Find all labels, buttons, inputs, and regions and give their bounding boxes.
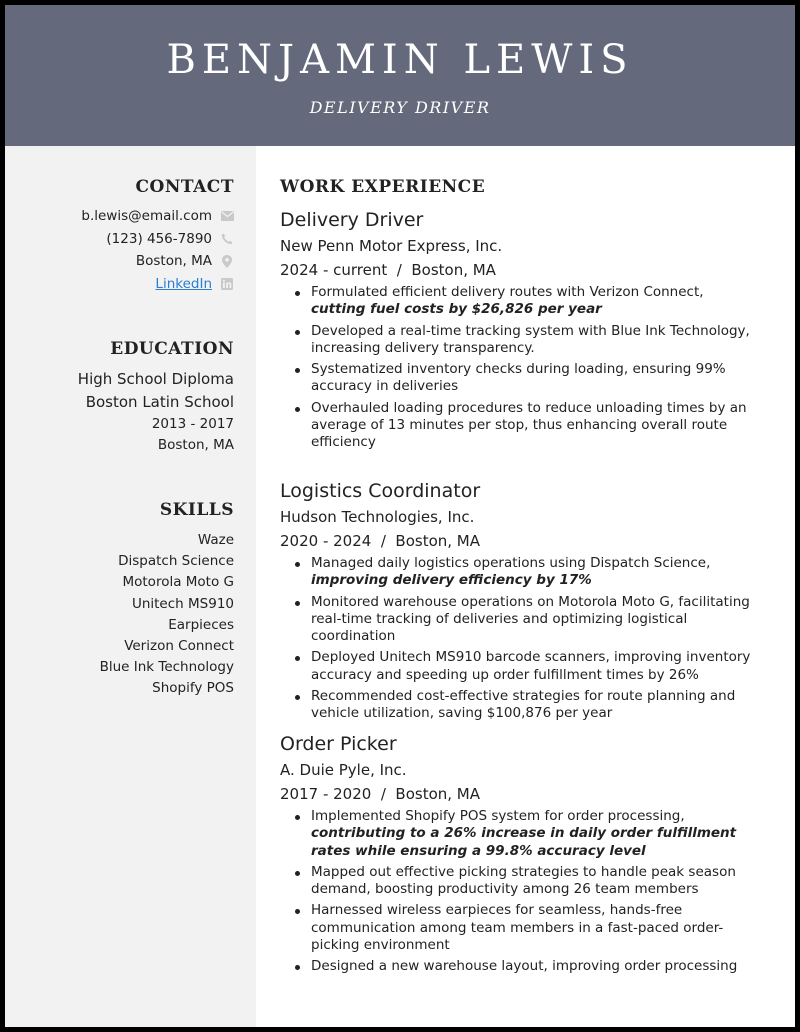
linkedin-link[interactable]: LinkedIn [155,275,212,292]
skill-item: Blue Ink Technology [99,659,234,676]
contact-phone-row [14,228,234,251]
job-bullet: Developed a real-time tracking system with Blue Ink Technology, increasing delivery transparency. [280,323,770,358]
job-bullet: Recommended cost-effective strategies for route planning and vehicle utilization, saving $100,876 per year [280,688,770,723]
job-bullet: Managed daily logistics operations using Dispatch Science, improving delivery efficiency by 17% [280,555,770,590]
job-title: Order Picker [280,733,397,755]
contact-linkedin-row [14,273,234,296]
contact-section [14,177,234,295]
education-years: 2013 - 2017 [151,416,234,432]
job-bullet: Harnessed wireless earpieces for seamless, hands-free communication among team members in a fast-paced order-picking environment [280,902,770,954]
sidebar [5,146,256,1027]
candidate-name: BENJAMIN LEWIS [166,37,634,83]
job-bullet: Monitored warehouse operations on Motorola Moto G, facilitating real-time tracking of deliveries and optimizing logistical coordination [280,594,770,646]
job-bullet: Overhauled loading procedures to reduce unloading times by an average of 13 minutes per stop, thus enhancing overall route efficiency [280,400,770,452]
job-bullet: Systematized inventory checks during loading, ensuring 99% accuracy in deliveries [280,361,770,396]
job-bullet: Designed a new warehouse layout, improving order processing [280,958,770,975]
resume-header [5,5,795,146]
envelope-icon [220,209,234,223]
education-school: Boston Latin School [85,393,234,411]
resume-page [5,5,795,1027]
skill-item: Waze [197,532,234,548]
job-bullet: Formulated efficient delivery routes with Verizon Connect, cutting fuel costs by $26,826 per year [280,284,770,319]
job-dates-location: 2020 - 2024 / Boston, MA [280,532,481,550]
skill-item: Verizon Connect [124,638,234,655]
contact-email: b.lewis@email.com [81,208,212,224]
job-title: Delivery Driver [280,209,424,231]
contact-heading: CONTACT [135,177,234,197]
contact-email-row [14,205,234,228]
skill-item: Dispatch Science [118,553,234,570]
job-entry [280,732,770,980]
job-dates-location: 2017 - 2020 / Boston, MA [280,785,481,803]
job-bullet: Implemented Shopify POS system for order processing, contributing to a 26% increase in daily order fulfillment rates while ensuring a 99.8% accuracy level [280,808,770,860]
education-location: Boston, MA [157,437,234,453]
job-title: Logistics Coordinator [280,480,481,502]
phone-icon [220,232,234,246]
education-degree: High School Diploma [77,370,234,388]
job-bullets [280,555,770,723]
skill-item: Motorola Moto G [122,574,234,591]
job-bullets [280,284,770,452]
skills-section [14,500,234,700]
linkedin-icon [220,277,234,291]
skill-item: Unitech MS910 [131,595,234,612]
job-bullet: Deployed Unitech MS910 barcode scanners, improving inventory accuracy and speeding up order fulfillment times by 26% [280,649,770,684]
skill-item: Earpieces [168,616,234,633]
contact-phone: (123) 456-7890 [106,230,212,247]
candidate-title: DELIVERY DRIVER [309,98,491,117]
education-section [14,339,234,456]
job-company: Hudson Technologies, Inc. [280,508,475,526]
job-bullet: Mapped out effective picking strategies to handle peak season demand, boosting productivity among 26 team members [280,864,770,899]
contact-location-row [14,250,234,273]
job-entry [280,479,770,727]
job-dates-location: 2024 - current / Boston, MA [280,261,496,279]
job-bullets [280,808,770,976]
job-company: A. Duie Pyle, Inc. [280,761,407,779]
skill-item: Shopify POS [152,680,234,697]
education-heading: EDUCATION [110,339,234,359]
job-entry [280,208,770,456]
skills-heading: SKILLS [159,500,234,520]
contact-location: Boston, MA [135,253,212,269]
job-company: New Penn Motor Express, Inc. [280,237,503,255]
map-pin-icon [220,254,234,268]
work-experience-heading: WORK EXPERIENCE [280,177,486,197]
